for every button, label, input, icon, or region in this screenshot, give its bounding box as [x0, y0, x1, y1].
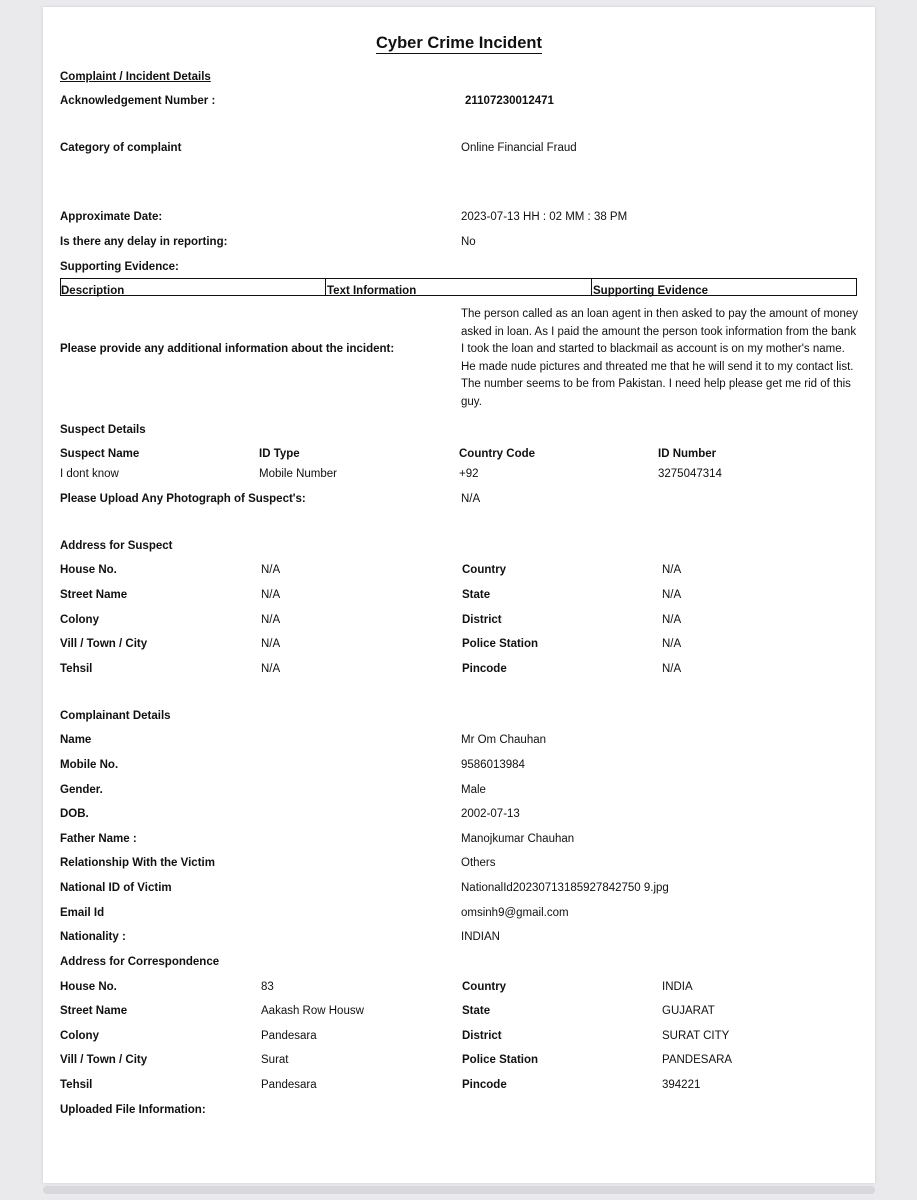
complainant-field-label: National ID of Victim — [60, 882, 172, 894]
suspect-address-label: Vill / Town / City — [60, 638, 148, 650]
suspect-address-label: Police Station — [462, 638, 539, 650]
correspondence-address-label: Street Name — [60, 1005, 128, 1017]
suspect-id-type-value: Mobile Number — [259, 468, 337, 480]
suspect-address-value: N/A — [662, 614, 682, 626]
complainant-field-value: Manojkumar Chauhan — [461, 833, 575, 845]
correspondence-address-label: Country — [462, 981, 507, 993]
suspect-address-value: N/A — [261, 663, 281, 675]
document-page — [43, 7, 875, 1183]
correspondence-address-value: GUJARAT — [662, 1005, 715, 1017]
correspondence-address-label: Police Station — [462, 1054, 539, 1066]
correspondence-address-value: 394221 — [662, 1079, 701, 1091]
suspect-address-label: Tehsil — [60, 663, 93, 675]
complainant-field-label: Relationship With the Victim — [60, 857, 215, 869]
suspect-header-id-type: ID Type — [259, 448, 300, 460]
correspondence-address-value: Pandesara — [261, 1030, 317, 1042]
delay-value: No — [461, 236, 476, 248]
approx-date-label: Approximate Date: — [60, 211, 163, 223]
suspect-address-value: N/A — [261, 614, 281, 626]
incident-section-heading: Complaint / Incident Details — [60, 71, 211, 83]
suspect-address-value: N/A — [662, 663, 682, 675]
complainant-field-label: Nationality : — [60, 931, 126, 943]
suspect-address-label: State — [462, 589, 491, 601]
correspondence-address-value: Aakash Row Housw — [261, 1005, 364, 1017]
evidence-divider — [591, 279, 592, 295]
correspondence-address-heading: Address for Correspondence — [60, 956, 220, 968]
suspect-address-value: N/A — [261, 564, 281, 576]
correspondence-address-label: Pincode — [462, 1079, 507, 1091]
correspondence-address-value: 83 — [261, 981, 274, 993]
complainant-field-value: 2002-07-13 — [461, 808, 520, 820]
national-id-file-link[interactable]: NationalId20230713185927842750 9.jpg — [461, 882, 669, 894]
supporting-evidence-label: Supporting Evidence: — [60, 261, 179, 273]
evidence-divider — [325, 279, 326, 295]
complainant-field-label: Gender. — [60, 784, 103, 796]
suspect-header-id-number: ID Number — [658, 448, 717, 460]
suspect-address-heading: Address for Suspect — [60, 540, 173, 552]
complainant-section-heading: Complainant Details — [60, 710, 171, 722]
complainant-field-value: 9586013984 — [461, 759, 525, 771]
evidence-header-supporting-evidence: Supporting Evidence — [593, 285, 709, 297]
suspect-address-label: Pincode — [462, 663, 507, 675]
suspect-address-value: N/A — [662, 638, 682, 650]
correspondence-address-value: Pandesara — [261, 1079, 317, 1091]
correspondence-address-value: Surat — [261, 1054, 289, 1066]
correspondence-address-value: INDIA — [662, 981, 693, 993]
correspondence-address-label: Colony — [60, 1030, 99, 1042]
delay-label: Is there any delay in reporting: — [60, 236, 228, 248]
complainant-field-label: Father Name : — [60, 833, 137, 845]
evidence-header-text-information: Text Information — [327, 285, 417, 297]
correspondence-address-label: House No. — [60, 981, 117, 993]
ack-number-value: 21107230012471 — [465, 95, 554, 107]
suspect-address-label: Colony — [60, 614, 99, 626]
correspondence-address-label: State — [462, 1005, 491, 1017]
suspect-photo-value: N/A — [461, 493, 481, 505]
suspect-photo-label: Please Upload Any Photograph of Suspect's: — [60, 493, 306, 505]
horizontal-scrollbar[interactable] — [43, 1186, 875, 1194]
category-value: Online Financial Fraud — [461, 142, 577, 154]
suspect-address-label: District — [462, 614, 502, 626]
suspect-address-value: N/A — [261, 638, 281, 650]
complainant-field-value: Others — [461, 857, 496, 869]
suspect-address-value: N/A — [662, 564, 682, 576]
suspect-address-value: N/A — [261, 589, 281, 601]
email-link[interactable]: omsinh9@gmail.com — [461, 907, 569, 919]
evidence-table-header — [60, 278, 857, 296]
category-label: Category of complaint — [60, 142, 182, 154]
suspect-id-number-value: 3275047314 — [658, 468, 722, 480]
evidence-header-description: Description — [61, 285, 125, 297]
ack-number-label: Acknowledgement Number : — [60, 95, 216, 107]
additional-info-text: The person called as an loan agent in then asked to pay the amount of money asked in loan. As I paid the amount the person took information from the bank I took the loan and started to blackmail as account is on my mother's name. He made nude pictures and threated me that he will send it to my contact list. The number seems to be from Pakistan. I need help please get me rid of this guy. — [461, 308, 859, 408]
complainant-field-value: Mr Om Chauhan — [461, 734, 547, 746]
suspect-header-name: Suspect Name — [60, 448, 140, 460]
complainant-field-label: DOB. — [60, 808, 89, 820]
suspect-address-label: House No. — [60, 564, 117, 576]
suspect-name-value: I dont know — [60, 468, 119, 480]
complainant-field-label: Mobile No. — [60, 759, 119, 771]
approx-date-value: 2023-07-13 HH : 02 MM : 38 PM — [461, 211, 628, 223]
suspect-address-value: N/A — [662, 589, 682, 601]
suspect-country-code-value: +92 — [459, 468, 479, 480]
complainant-field-value: Male — [461, 784, 486, 796]
complainant-field-label: Name — [60, 734, 92, 746]
suspect-section-heading: Suspect Details — [60, 424, 146, 436]
correspondence-address-label: Vill / Town / City — [60, 1054, 148, 1066]
correspondence-address-value: PANDESARA — [662, 1054, 733, 1066]
document-title: Cyber Crime Incident — [376, 34, 542, 52]
correspondence-address-label: Tehsil — [60, 1079, 93, 1091]
additional-info-label: Please provide any additional information about the incident: — [60, 343, 395, 355]
correspondence-address-value: SURAT CITY — [662, 1030, 730, 1042]
correspondence-address-label: District — [462, 1030, 502, 1042]
complainant-field-value: INDIAN — [461, 931, 500, 943]
suspect-address-label: Country — [462, 564, 507, 576]
uploaded-file-info-label: Uploaded File Information: — [60, 1104, 206, 1116]
complainant-field-label: Email Id — [60, 907, 105, 919]
suspect-header-country-code: Country Code — [459, 448, 536, 460]
suspect-address-label: Street Name — [60, 589, 128, 601]
